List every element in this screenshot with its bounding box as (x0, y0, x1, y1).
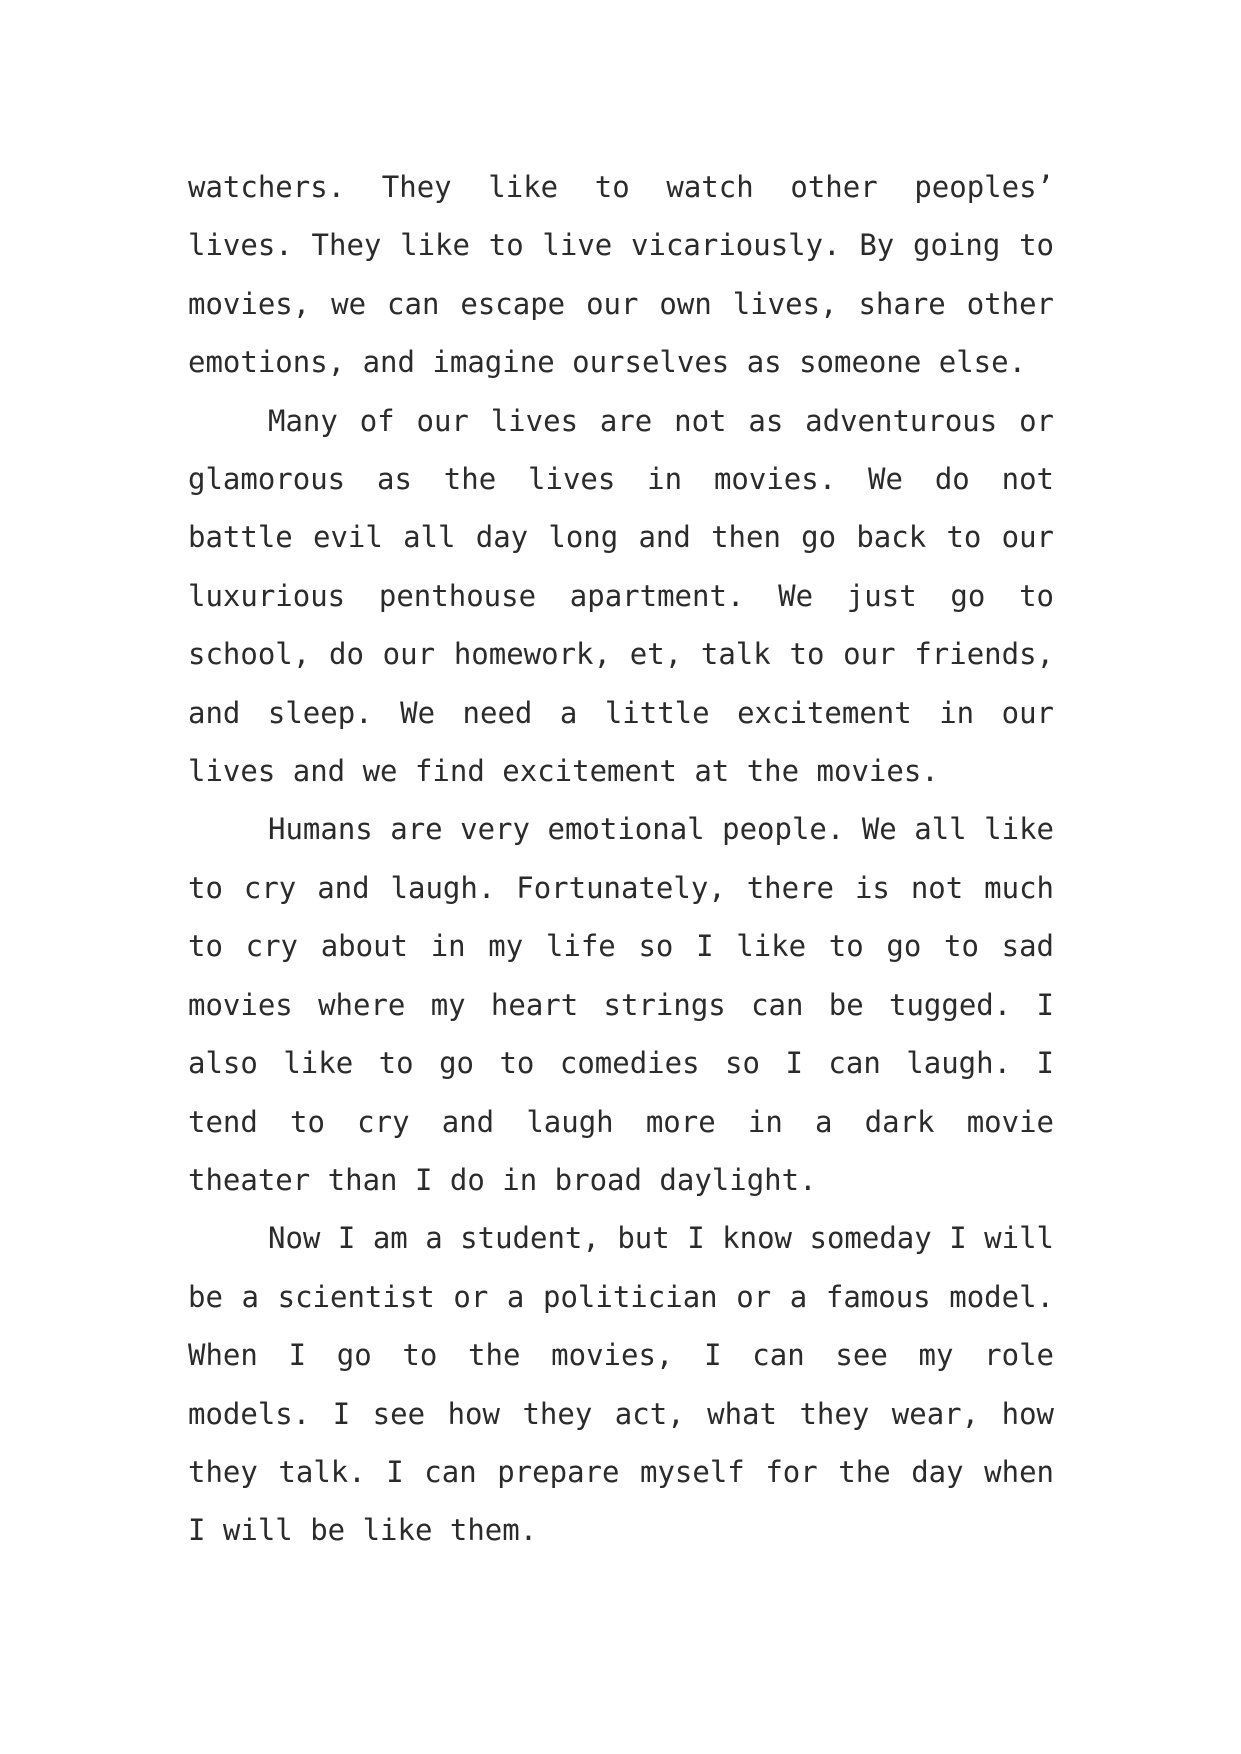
paragraph-role-models: Now I am a student, but I know someday I will be a scientist or a politician or a famous model. When I go to the movies, I can see my role models. I see how they act, what they wear, how they talk. I can prepare myself for the day when I will be like them. (188, 1221, 1054, 1548)
paragraph-adventure: Many of our lives are not as adventurous or glamorous as the lives in movies. We do not battle evil all day long and then go back to our luxurious penthouse apartment. We just go to school, do our homework, et, talk to our friends, and sleep. We need a little excitement in our lives and we find excitement at the movies. (188, 403, 1054, 789)
essay-body (188, 158, 1054, 1560)
paragraph-continued: watchers. They like to watch other peoples’ lives. They like to live vicariously. By going to movies, we can escape our own lives, share other emotions, and imagine ourselves as someone else. (188, 170, 1054, 380)
paragraph-emotions: Humans are very emotional people. We all like to cry and laugh. Fortunately, there is not much to cry about in my life so I like to go to sad movies where my heart strings can be tugged. I also like to go to comedies so I can laugh. I tend to cry and laugh more in a dark movie theater than I do in broad daylight. (188, 812, 1054, 1197)
